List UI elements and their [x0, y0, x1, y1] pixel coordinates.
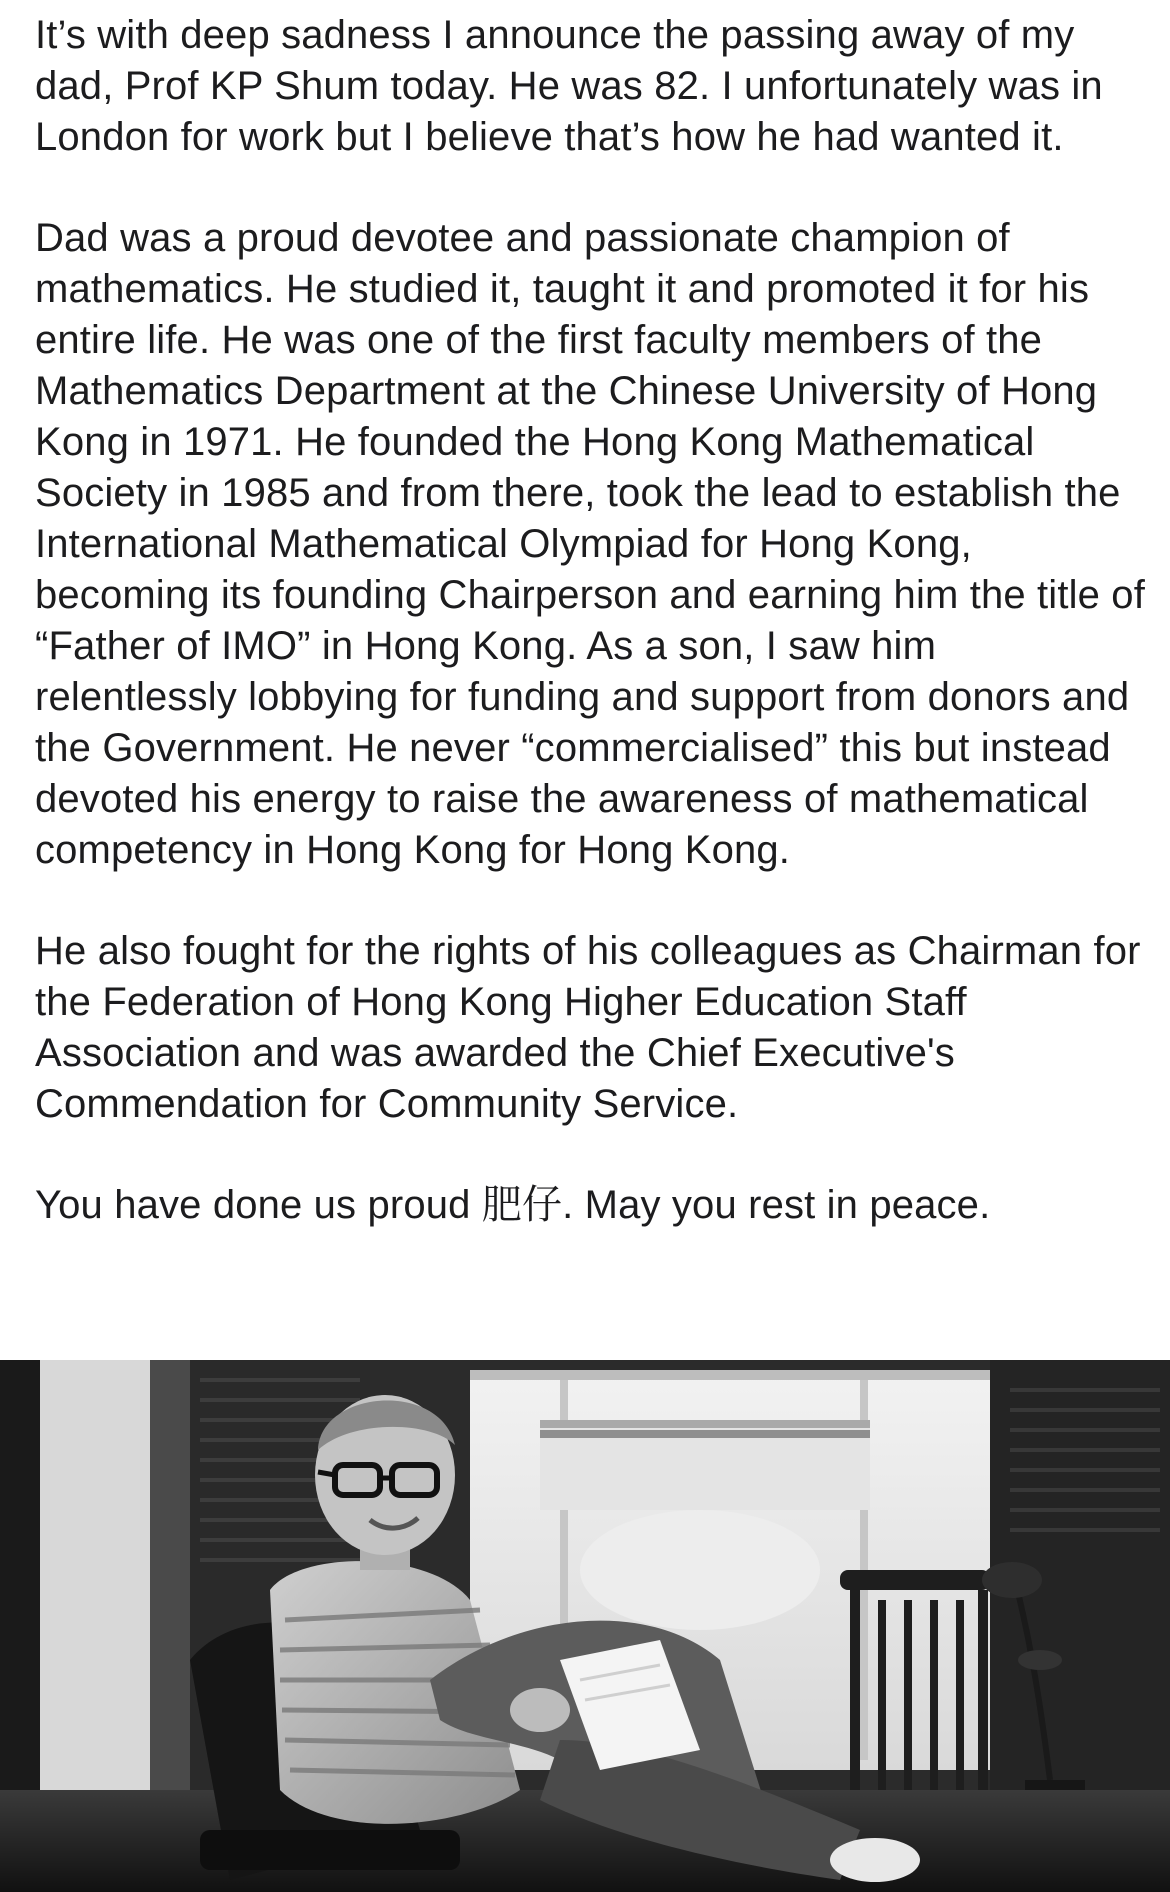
post-paragraph-farewell: You have done us proud 肥仔. May you rest in peace.	[35, 1183, 991, 1227]
post-paragraph-announcement: It’s with deep sadness I announce the passing away of my dad, Prof KP Shum today. He was 82. I unfortunately was in London for work but I believe that’s how he had wanted it.	[35, 13, 1103, 159]
memorial-photo[interactable]	[0, 1360, 1170, 1892]
memorial-photo-illustration	[0, 1360, 1170, 1892]
post-body	[35, 10, 1145, 1231]
post-paragraph-service: He also fought for the rights of his colleagues as Chairman for the Federation of Hong Kong Higher Education Staff Association and was awarded the Chief Executive's Commendation for Community Service.	[35, 929, 1141, 1126]
post-paragraph-mathematics: Dad was a proud devotee and passionate champion of mathematics. He studied it, taught it and promoted it for his entire life. He was one of the first faculty members of the Mathematics Department at the Chinese University of Hong Kong in 1971. He founded the Hong Kong Mathematical Society in 1985 and from there, took the lead to establish the International Mathematical Olympiad for Hong Kong, becoming its founding Chairperson and earning him the title of “Father of IMO” in Hong Kong. As a son, I saw him relentlessly lobbying for funding and support from donors and the Government. He never “commercialised” this but instead devoted his energy to raise the awareness of mathematical competency in Hong Kong for Hong Kong.	[35, 216, 1145, 872]
